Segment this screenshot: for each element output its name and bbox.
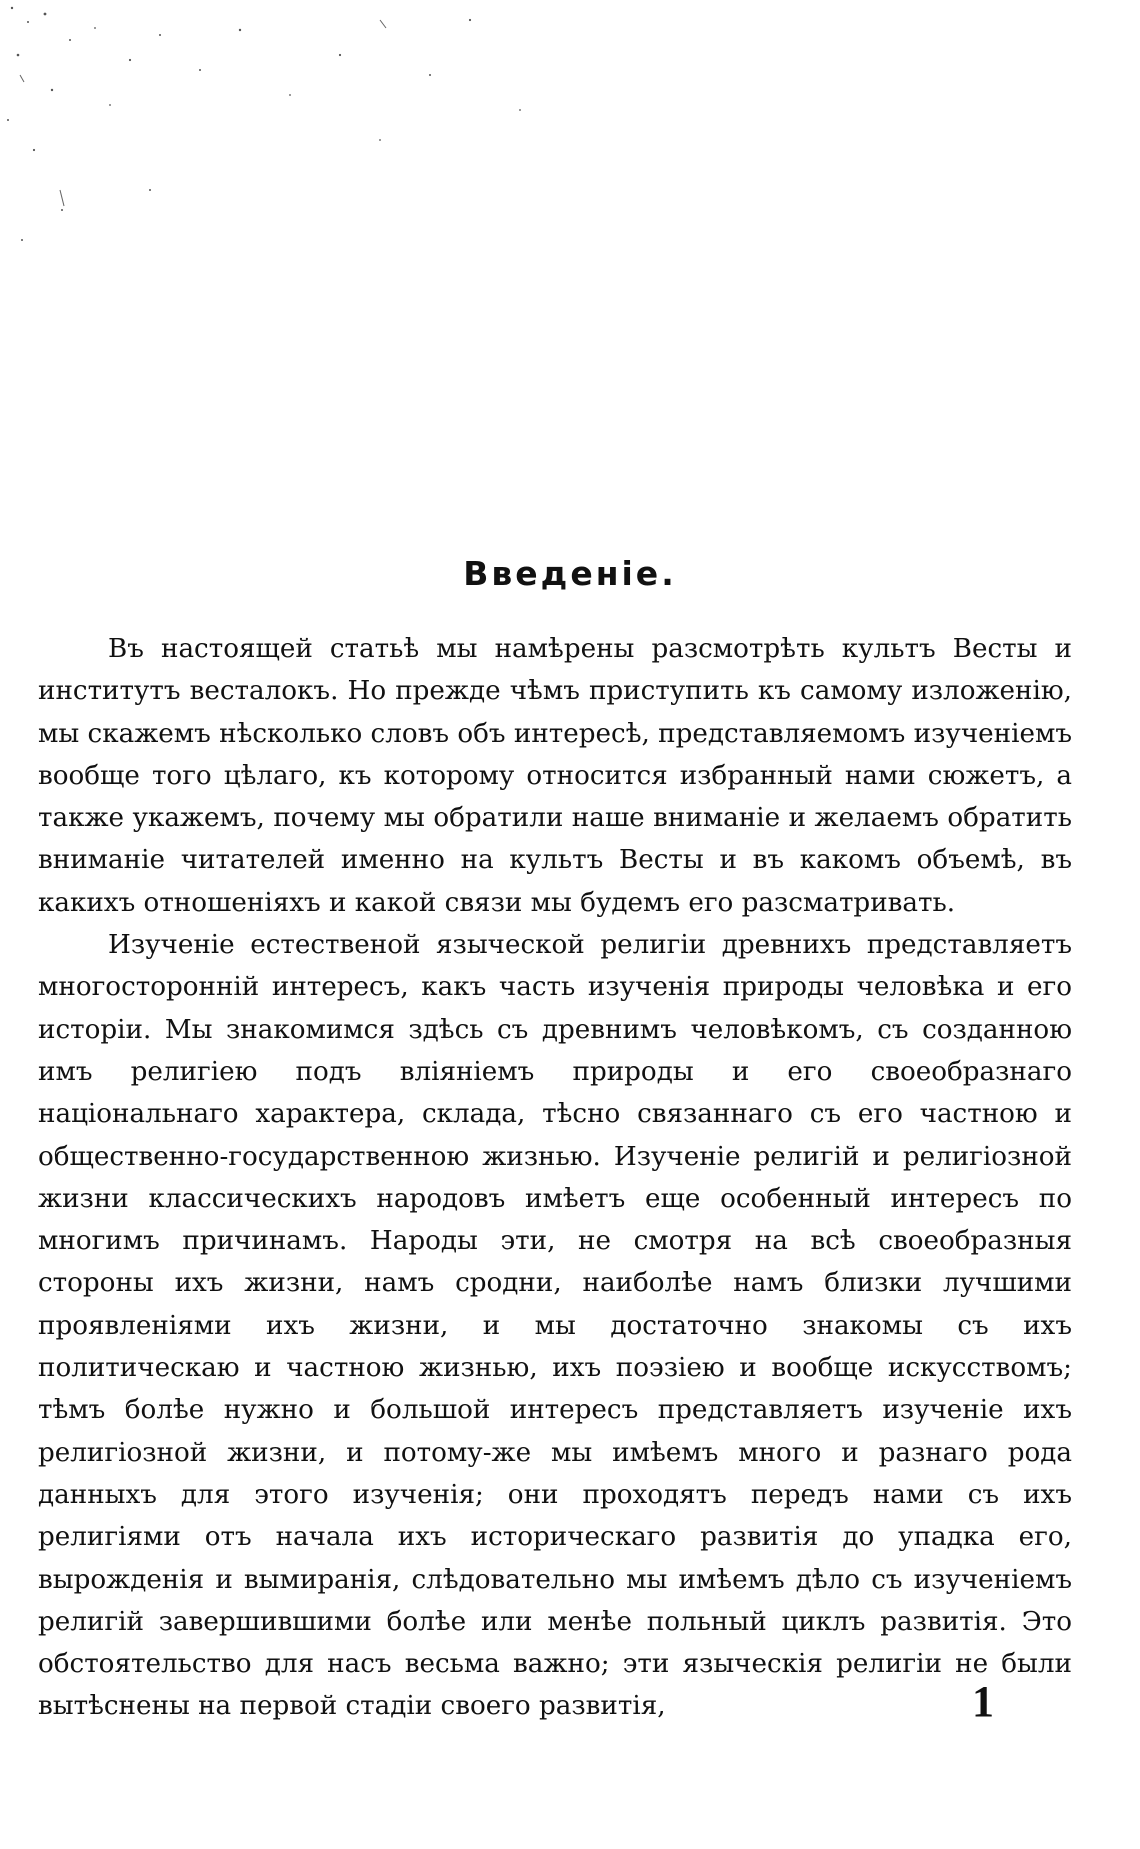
body-text: [38, 628, 1072, 1728]
page-number: 1: [972, 1677, 994, 1726]
page-title: Введеніе.: [463, 554, 677, 593]
paragraph-2: Изученіе естественой языческой религіи древнихъ представляетъ многосторонній интересъ, какъ часть изученія природы человѣка и его исторіи. Мы знакомимся здѣсь съ древнимъ человѣкомъ, съ созданною имъ религіею подъ вліяніемъ природы и его своеобразнаго національнаго характера, склада, тѣсно связаннаго съ его частною и общественно-государственною жизнью. Изученіе религій и религіозной жизни классическихъ народовъ имѣетъ еще особенный интересъ по многимъ причинамъ. Народы эти, не смотря на всѣ своеобразныя стороны ихъ жизни, намъ сродни, наиболѣе намъ близки лучшими проявленіями ихъ жизни, и мы достаточно знакомы съ ихъ политическаю и частною жизнью, ихъ поэзіею и вообще искусствомъ; тѣмъ болѣе нужно и большой интересъ представляетъ изученіе ихъ религіозной жизни, и потому-же мы имѣемъ много и разнаго рода данныхъ для этого изученія; они проходятъ передъ нами съ ихъ религіями отъ начала ихъ историческаго развитія до упадка его, вырожденія и вымиранія, слѣдовательно мы имѣемъ дѣло съ изученіемъ религій завершившими болѣе или менѣе польный циклъ развитія. Это обстоятельство для насъ весьма важно; эти языческія религіи не были вытѣснены на первой стадіи своего развитія,: [38, 930, 1072, 1722]
paragraph-1: Въ настоящей статьѣ мы намѣрены разсмотрѣть культъ Весты и институтъ весталокъ. Но прежде чѣмъ приступить къ самому изложенію, мы скажемъ нѣсколько словъ объ интересѣ, представляемомъ изученіемъ вообще того цѣлаго, къ которому относится избранный нами сюжетъ, а также укажемъ, почему мы обратили наше вниманіе и желаемъ обратить вниманіе читателей именно на культъ Весты и въ какомъ объемѣ, въ какихъ отношеніяхъ и какой связи мы будемъ его разсматривать.: [38, 634, 1072, 918]
print-speckle-decoration: [0, 0, 560, 260]
